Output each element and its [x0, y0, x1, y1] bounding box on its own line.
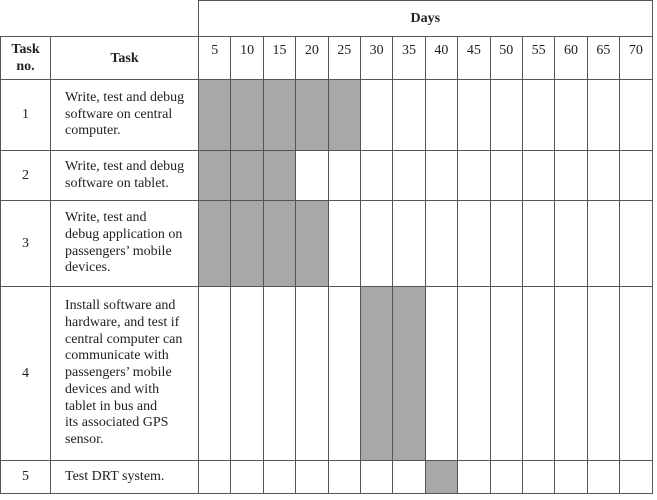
day-header-55: 55	[522, 37, 554, 80]
gantt-bar-cell	[199, 80, 231, 151]
task-description-line: tablet in bus and	[65, 398, 158, 414]
gantt-empty-cell	[490, 80, 522, 151]
gantt-empty-cell	[587, 201, 619, 287]
gantt-bar-cell	[263, 151, 295, 201]
task-row	[1, 461, 653, 494]
task-description-line: hardware, and test if	[65, 314, 180, 330]
gantt-empty-cell	[555, 287, 587, 461]
column-header-row	[1, 37, 653, 80]
task-rows	[1, 80, 653, 494]
task-description-line: communicate with	[65, 348, 169, 364]
task-row	[1, 151, 653, 201]
gantt-empty-cell	[458, 287, 490, 461]
task-description-line: Write, test and debug	[65, 89, 185, 105]
gantt-bar-cell	[425, 461, 457, 494]
task-description	[51, 461, 199, 494]
gantt-empty-cell	[620, 151, 653, 201]
gantt-empty-cell	[522, 461, 554, 494]
gantt-empty-cell	[522, 80, 554, 151]
day-header-65: 65	[587, 37, 619, 80]
day-header-10: 10	[231, 37, 263, 80]
gantt-empty-cell	[199, 287, 231, 461]
gantt-bar-cell	[328, 80, 360, 151]
gantt-bar-cell	[231, 201, 263, 287]
task-description-line: software on tablet.	[65, 175, 169, 191]
gantt-empty-cell	[490, 151, 522, 201]
gantt-empty-cell	[263, 287, 295, 461]
gantt-empty-cell	[587, 287, 619, 461]
gantt-bar-cell	[199, 151, 231, 201]
gantt-empty-cell	[587, 80, 619, 151]
gantt-empty-cell	[393, 80, 425, 151]
task-number: 2	[1, 151, 51, 201]
gantt-empty-cell	[231, 461, 263, 494]
day-header-60: 60	[555, 37, 587, 80]
day-header-15: 15	[263, 37, 295, 80]
gantt-empty-cell	[425, 287, 457, 461]
day-header-20: 20	[296, 37, 328, 80]
day-header-35: 35	[393, 37, 425, 80]
gantt-empty-cell	[296, 151, 328, 201]
task-description-line: Write, test and	[65, 209, 147, 225]
gantt-empty-cell	[522, 151, 554, 201]
gantt-empty-cell	[490, 201, 522, 287]
gantt-empty-cell	[587, 151, 619, 201]
gantt-empty-cell	[587, 461, 619, 494]
gantt-empty-cell	[522, 287, 554, 461]
task-description-line: passengers’ mobile	[65, 365, 172, 381]
task-description-line: devices.	[65, 260, 111, 276]
task-row	[1, 201, 653, 287]
task-number: 4	[1, 287, 51, 461]
task-description-line: debug application on	[65, 226, 183, 242]
gantt-empty-cell	[360, 461, 392, 494]
gantt-empty-cell	[360, 80, 392, 151]
gantt-empty-cell	[555, 151, 587, 201]
task-description-line: its associated GPS	[65, 415, 169, 431]
gantt-empty-cell	[328, 287, 360, 461]
day-header-25: 25	[328, 37, 360, 80]
gantt-empty-cell	[458, 151, 490, 201]
task-description	[51, 151, 199, 201]
gantt-empty-cell	[393, 201, 425, 287]
gantt-empty-cell	[555, 80, 587, 151]
gantt-empty-cell	[425, 201, 457, 287]
task-row	[1, 287, 653, 461]
task-description-line: Install software and	[65, 297, 176, 313]
gantt-empty-cell	[458, 80, 490, 151]
gantt-bar-cell	[393, 287, 425, 461]
gantt-empty-cell	[328, 201, 360, 287]
gantt-empty-cell	[393, 461, 425, 494]
gantt-empty-cell	[555, 461, 587, 494]
gantt-empty-cell	[360, 201, 392, 287]
day-header-50: 50	[490, 37, 522, 80]
task-description-line: passengers’ mobile	[65, 243, 172, 259]
task-description	[51, 80, 199, 151]
gantt-empty-cell	[296, 461, 328, 494]
gantt-bar-cell	[296, 80, 328, 151]
gantt-bar-cell	[231, 80, 263, 151]
task-number: 3	[1, 201, 51, 287]
day-header-70: 70	[620, 37, 653, 80]
gantt-bar-cell	[199, 201, 231, 287]
gantt-bar-cell	[296, 201, 328, 287]
task-description	[51, 287, 199, 461]
gantt-bar-cell	[231, 151, 263, 201]
gantt-empty-cell	[425, 151, 457, 201]
day-header-40: 40	[425, 37, 457, 80]
day-header-45: 45	[458, 37, 490, 80]
gantt-bar-cell	[263, 201, 295, 287]
gantt-empty-cell	[425, 80, 457, 151]
gantt-empty-cell	[620, 201, 653, 287]
task-description-line: Test DRT system.	[65, 468, 165, 484]
gantt-empty-cell	[620, 287, 653, 461]
gantt-bar-cell	[360, 287, 392, 461]
task-description-line: software on central	[65, 106, 173, 122]
gantt-empty-cell	[620, 461, 653, 494]
task-no-header-line2: no.	[16, 59, 35, 74]
gantt-empty-cell	[555, 201, 587, 287]
gantt-empty-cell	[458, 201, 490, 287]
gantt-empty-cell	[360, 151, 392, 201]
gantt-empty-cell	[620, 80, 653, 151]
gantt-empty-cell	[522, 201, 554, 287]
gantt-empty-cell	[328, 151, 360, 201]
task-no-header-line1: Task	[11, 42, 40, 57]
task-description-line: sensor.	[65, 432, 104, 448]
gantt-empty-cell	[231, 287, 263, 461]
gantt-bar-cell	[263, 80, 295, 151]
task-number: 1	[1, 80, 51, 151]
task-description-line: computer.	[65, 123, 121, 139]
gantt-empty-cell	[199, 461, 231, 494]
gantt-empty-cell	[490, 461, 522, 494]
day-header-5: 5	[199, 37, 231, 80]
days-title: Days	[199, 1, 653, 37]
gantt-empty-cell	[263, 461, 295, 494]
task-number: 5	[1, 461, 51, 494]
gantt-empty-cell	[458, 461, 490, 494]
task-no-header	[1, 37, 51, 80]
task-description-line: central computer can	[65, 331, 183, 347]
task-header: Task	[51, 37, 199, 80]
gantt-empty-cell	[393, 151, 425, 201]
task-description-line: devices and with	[65, 381, 160, 397]
task-row	[1, 80, 653, 151]
gantt-empty-cell	[328, 461, 360, 494]
task-description	[51, 201, 199, 287]
blank-corner	[1, 1, 199, 37]
task-description-line: Write, test and debug	[65, 158, 185, 174]
day-header-30: 30	[360, 37, 392, 80]
gantt-empty-cell	[490, 287, 522, 461]
days-header-row	[1, 1, 653, 37]
gantt-empty-cell	[296, 287, 328, 461]
